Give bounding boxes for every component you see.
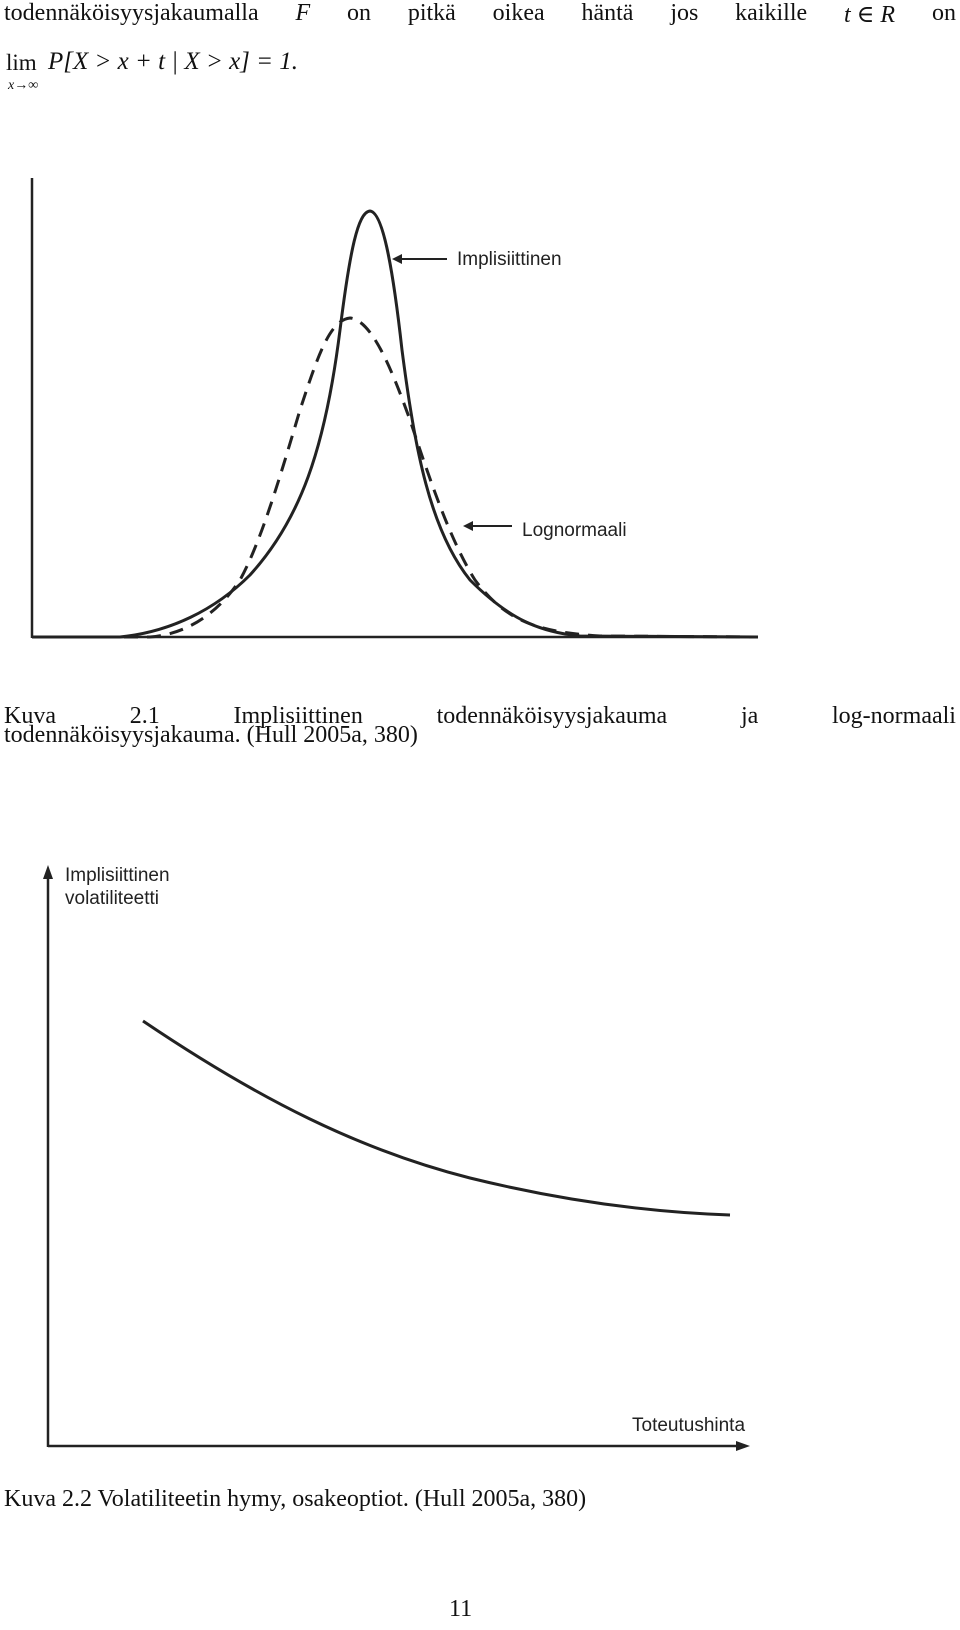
intro-line-1	[4, 0, 956, 29]
formula-lim: lim	[6, 50, 37, 75]
word: todennäköisyysjakauma	[436, 703, 668, 729]
word: on	[346, 0, 371, 26]
word: pitkä	[407, 0, 456, 26]
figure-2-volatility-smile-chart	[0, 855, 960, 1475]
word: on	[931, 0, 956, 26]
fig1-series-implisiittinen	[32, 211, 758, 637]
fig2-xlabel: Toteutushinta	[632, 1415, 746, 1436]
word: kaikille	[735, 0, 808, 26]
formula-body: P[X > x + t | X > x] = 1.	[48, 48, 299, 75]
word: log-normaali	[832, 703, 956, 729]
word: t ∈ R	[844, 2, 896, 28]
word: oikea	[492, 0, 545, 26]
fig1-series-lognormaali	[32, 318, 758, 637]
word: Kuva	[4, 703, 56, 729]
fig1-arrowhead-lognormaali	[463, 521, 473, 531]
fig2-ylabel-line-2: volatiliteetti	[65, 888, 159, 909]
word: Implisiittinen	[233, 703, 363, 729]
fig2-ylabel-line-1: Implisiittinen	[65, 865, 170, 886]
word: ja	[740, 703, 759, 729]
formula-subscript: x→∞	[8, 78, 39, 93]
fig1-arrowhead-implisiittinen	[392, 254, 402, 264]
fig2-x-arrowhead	[736, 1441, 750, 1451]
word: F	[295, 0, 311, 26]
fig1-caption-line-2: todennäköisyysjakauma. (Hull 2005a, 380)	[4, 722, 418, 748]
fig1-label-lognormaali: Lognormaali	[522, 520, 627, 541]
fig2-y-arrowhead	[43, 865, 53, 879]
word: häntä	[581, 0, 634, 26]
figure-1-density-chart	[0, 170, 960, 670]
fig1-label-implisiittinen: Implisiittinen	[457, 249, 562, 270]
fig2-caption: Kuva 2.2 Volatiliteetin hymy, osakeoptiot. (Hull 2005a, 380)	[4, 1486, 587, 1512]
fig2-series-volatility-smile	[143, 1021, 730, 1215]
word: todennäköisyysjakaumalla	[4, 0, 259, 26]
word: 2.1	[129, 703, 160, 729]
page-number: 11	[449, 1596, 473, 1622]
word: jos	[670, 0, 699, 26]
